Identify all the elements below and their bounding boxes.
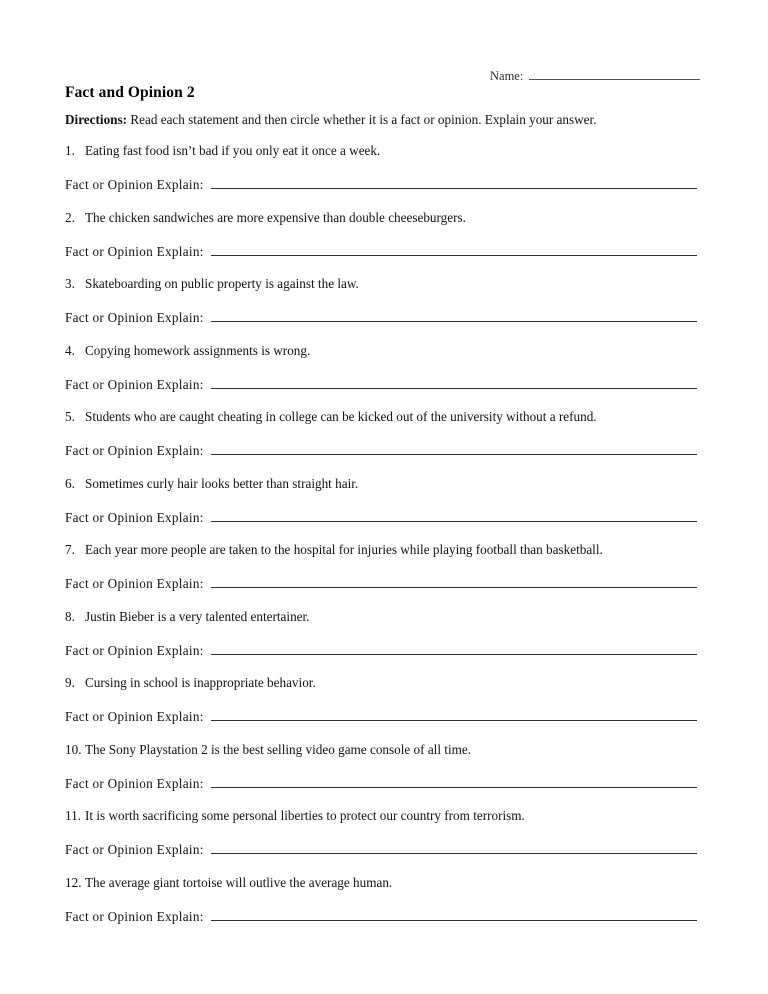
question-text: Sometimes curly hair looks better than straight hair. [85, 475, 359, 491]
explain-write-in-line[interactable] [211, 775, 697, 788]
question-item [0, 609, 768, 676]
fact-or-opinion-prompt[interactable]: Fact or Opinion Explain: [65, 908, 204, 924]
question-statement [65, 343, 310, 359]
question-number: 7. [65, 542, 75, 557]
question-item [0, 276, 768, 343]
name-write-in-line[interactable] [529, 68, 700, 80]
fact-or-opinion-prompt[interactable]: Fact or Opinion Explain: [65, 243, 204, 259]
question-number: 10. [65, 741, 82, 757]
explain-write-in-line[interactable] [211, 708, 697, 721]
fact-or-opinion-prompt[interactable]: Fact or Opinion Explain: [65, 443, 204, 458]
explain-write-in-line[interactable] [211, 442, 697, 455]
question-item [0, 808, 768, 875]
explain-write-in-line[interactable] [211, 908, 697, 921]
answer-row [65, 642, 697, 659]
explain-write-in-line[interactable] [211, 176, 697, 189]
question-item [0, 143, 768, 210]
fact-or-opinion-prompt[interactable]: Fact or Opinion Explain: [65, 509, 204, 525]
explain-write-in-line[interactable] [211, 841, 697, 854]
question-text: Justin Bieber is a very talented entertainer. [85, 608, 310, 624]
fact-or-opinion-prompt[interactable]: Fact or Opinion Explain: [65, 775, 204, 791]
question-statement [65, 276, 359, 292]
question-list [0, 143, 768, 941]
question-text: Cursing in school is inappropriate behavior. [85, 675, 316, 690]
question-number: 2. [65, 209, 75, 225]
answer-row [65, 309, 697, 326]
directions [65, 112, 597, 128]
answer-row [65, 575, 697, 592]
fact-or-opinion-prompt[interactable]: Fact or Opinion Explain: [65, 376, 204, 392]
question-number: 1. [65, 143, 75, 158]
question-statement [65, 675, 316, 691]
question-text: Students who are caught cheating in college can be kicked out of the university without a refund. [85, 409, 597, 424]
answer-row [65, 176, 697, 193]
question-number: 5. [65, 409, 75, 424]
question-text: The chicken sandwiches are more expensive than double cheeseburgers. [85, 209, 466, 225]
question-item [0, 875, 768, 942]
fact-or-opinion-prompt[interactable]: Fact or Opinion Explain: [65, 709, 204, 724]
question-item [0, 343, 768, 410]
question-item [0, 742, 768, 809]
answer-row [65, 708, 697, 725]
question-item [0, 675, 768, 742]
fact-or-opinion-prompt[interactable]: Fact or Opinion Explain: [65, 642, 204, 658]
question-number: 8. [65, 608, 75, 624]
answer-row [65, 775, 697, 792]
question-text: Each year more people are taken to the hospital for injuries while playing football than basketball. [85, 542, 603, 557]
question-item [0, 476, 768, 543]
name-label: Name: [490, 69, 524, 83]
question-statement [65, 742, 471, 758]
question-text: The Sony Playstation 2 is the best selling video game console of all time. [85, 741, 472, 757]
question-item [0, 409, 768, 476]
question-text: Skateboarding on public property is against the law. [85, 276, 359, 291]
question-statement [65, 143, 380, 159]
question-statement [65, 609, 309, 625]
explain-write-in-line[interactable] [211, 376, 697, 389]
question-number: 3. [65, 276, 75, 291]
explain-write-in-line[interactable] [211, 309, 697, 322]
directions-text: Read each statement and then circle whether it is a fact or opinion. Explain your answer. [127, 112, 597, 127]
question-number: 9. [65, 675, 75, 690]
explain-write-in-line[interactable] [211, 575, 697, 588]
question-statement [65, 808, 525, 824]
question-statement [65, 409, 597, 425]
fact-or-opinion-prompt[interactable]: Fact or Opinion Explain: [65, 842, 204, 857]
question-statement [65, 210, 466, 226]
question-statement [65, 542, 603, 558]
question-text: Copying homework assignments is wrong. [85, 342, 311, 358]
fact-or-opinion-prompt[interactable]: Fact or Opinion Explain: [65, 576, 204, 591]
answer-row [65, 908, 697, 925]
answer-row [65, 442, 697, 459]
fact-or-opinion-prompt[interactable]: Fact or Opinion Explain: [65, 177, 204, 192]
answer-row [65, 509, 697, 526]
question-number: 4. [65, 342, 75, 358]
page-title: Fact and Opinion 2 [65, 84, 195, 101]
name-field-row [490, 68, 700, 84]
question-text: The average giant tortoise will outlive the average human. [85, 874, 393, 890]
explain-write-in-line[interactable] [211, 509, 697, 522]
answer-row [65, 376, 697, 393]
question-statement [65, 476, 358, 492]
question-number: 6. [65, 475, 75, 491]
answer-row [65, 841, 697, 858]
question-item [0, 210, 768, 277]
question-number: 11. [65, 808, 81, 823]
question-statement [65, 875, 392, 891]
question-text: Eating fast food isn’t bad if you only eat it once a week. [85, 143, 381, 158]
question-item [0, 542, 768, 609]
explain-write-in-line[interactable] [211, 243, 697, 256]
fact-or-opinion-prompt[interactable]: Fact or Opinion Explain: [65, 310, 204, 325]
directions-label: Directions: [65, 112, 128, 127]
explain-write-in-line[interactable] [211, 642, 697, 655]
question-text: It is worth sacrificing some personal liberties to protect our country from terrorism. [85, 808, 525, 823]
answer-row [65, 243, 697, 260]
question-number: 12. [65, 874, 82, 890]
